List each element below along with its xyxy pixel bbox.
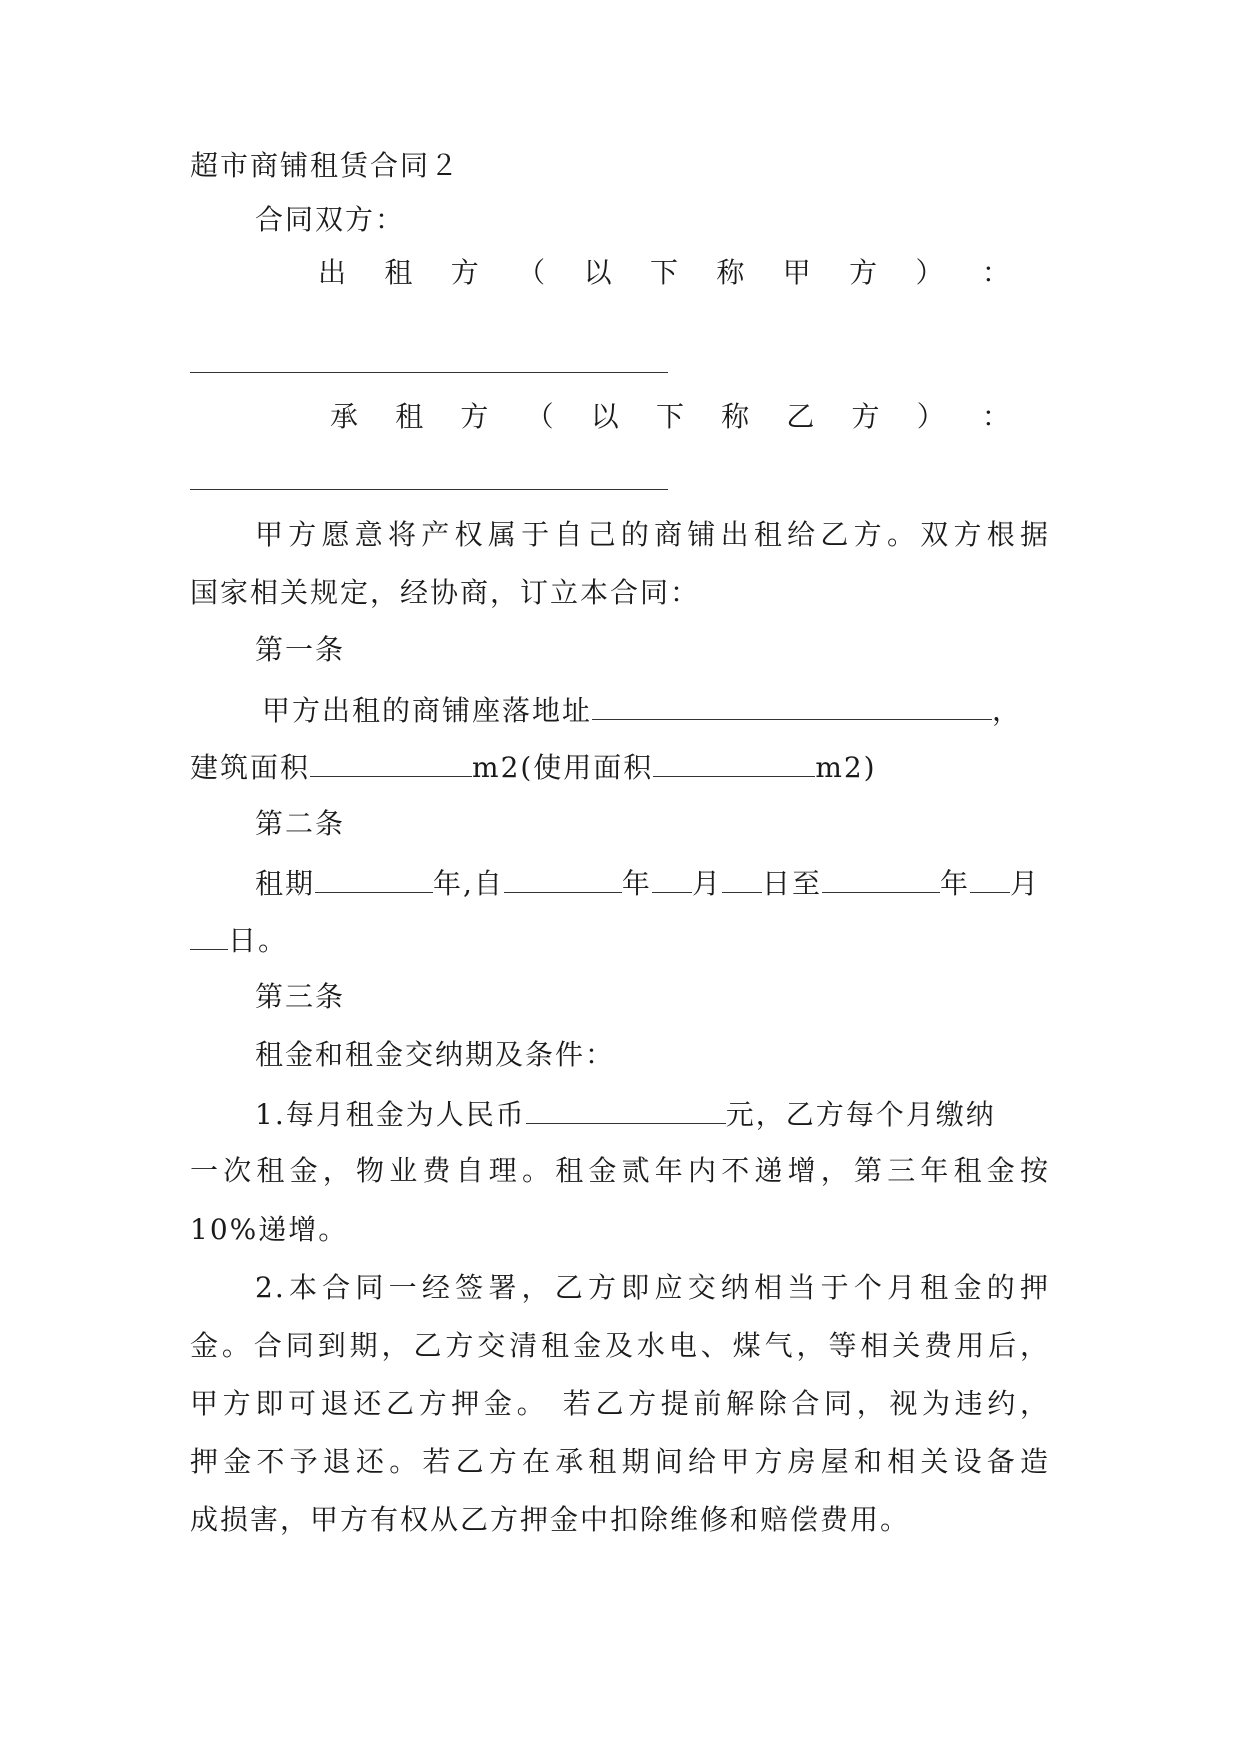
document-title: 超市商铺租赁合同２ bbox=[190, 149, 461, 182]
address-blank bbox=[592, 689, 992, 720]
item-2-line: 2.本合同一经签署，乙方即应交纳相当于个月租金的押 bbox=[255, 1271, 1050, 1304]
term-to-label: 日至 bbox=[761, 867, 822, 900]
area-unit: m2) bbox=[815, 751, 877, 784]
article-3-heading: 第三条 bbox=[255, 980, 346, 1013]
intro-line: 国家相关规定，经协商，订立本合同： bbox=[190, 576, 701, 609]
lessee-char: 以 bbox=[590, 400, 619, 433]
lessee-char: （ bbox=[525, 400, 554, 433]
lessor-char: 甲 bbox=[782, 256, 811, 289]
lessor-char: 下 bbox=[649, 256, 678, 289]
end-day-blank bbox=[190, 919, 228, 950]
lessee-char: ： bbox=[981, 400, 1010, 433]
article-1-area-line bbox=[190, 746, 1050, 788]
building-area-blank bbox=[310, 746, 472, 777]
lessor-char: 出 bbox=[318, 256, 347, 289]
address-comma: ， bbox=[992, 694, 1023, 727]
address-label: 甲方出租的商铺座落地址 bbox=[262, 694, 593, 727]
lessee-char: 下 bbox=[655, 400, 684, 433]
start-day-blank bbox=[722, 862, 762, 893]
rent-amount-blank bbox=[526, 1093, 726, 1124]
lessee-char: ） bbox=[916, 400, 945, 433]
lessee-char: 称 bbox=[721, 400, 750, 433]
lessee-char: 方 bbox=[851, 400, 880, 433]
lessor-char: （ bbox=[517, 256, 546, 289]
lessee-blank-line bbox=[190, 489, 668, 490]
lessor-char: 称 bbox=[716, 256, 745, 289]
end-month-label: 月 bbox=[1009, 867, 1040, 900]
start-year-blank bbox=[504, 862, 622, 893]
article-3-subheading: 租金和租金交纳期及条件： bbox=[255, 1038, 616, 1071]
end-year-label: 年 bbox=[939, 867, 970, 900]
end-year-blank bbox=[822, 862, 940, 893]
article-2-heading: 第二条 bbox=[255, 807, 346, 840]
usable-area-label: m2(使用面积 bbox=[472, 751, 654, 784]
lessee-char: 租 bbox=[395, 400, 424, 433]
lessor-blank-line bbox=[190, 372, 668, 373]
item-2-line: 押金不予退还。若乙方在承租期间给甲方房屋和相关设备造 bbox=[190, 1445, 1050, 1478]
lessor-char: 方 bbox=[450, 256, 479, 289]
item-1-line: 一次租金，物业费自理。租金贰年内不递增，第三年租金按 bbox=[190, 1154, 1050, 1187]
lessor-char: ： bbox=[981, 256, 1010, 289]
term-years-blank bbox=[315, 862, 433, 893]
rent-label: 1.每月租金为人民币 bbox=[255, 1098, 526, 1131]
lessee-char: 方 bbox=[460, 400, 489, 433]
start-year-label: 年 bbox=[621, 867, 652, 900]
term-from-label: 年,自 bbox=[433, 867, 504, 900]
term-label: 租期 bbox=[255, 867, 316, 900]
item-1-line bbox=[255, 1093, 1050, 1135]
area-label: 建筑面积 bbox=[190, 751, 311, 784]
lessor-char: 方 bbox=[849, 256, 878, 289]
lessee-line bbox=[330, 397, 1010, 437]
end-month-blank bbox=[970, 862, 1010, 893]
article-2-term-line-end bbox=[190, 919, 1050, 961]
article-1-heading: 第一条 bbox=[255, 633, 346, 666]
item-2-line: 金。合同到期，乙方交清租金及水电、煤气，等相关费用后， bbox=[190, 1329, 1050, 1362]
start-month-label: 月 bbox=[691, 867, 722, 900]
end-day-label: 日。 bbox=[228, 924, 289, 957]
start-month-blank bbox=[652, 862, 692, 893]
article-2-term-line bbox=[255, 862, 1050, 904]
lessor-char: 以 bbox=[583, 256, 612, 289]
item-2-line: 成损害，甲方有权从乙方押金中扣除维修和赔偿费用。 bbox=[190, 1503, 911, 1536]
item-1-line: 10%递增。 bbox=[190, 1213, 349, 1246]
item-2-line: 甲方即可退还乙方押金。 若乙方提前解除合同，视为违约， bbox=[190, 1387, 1050, 1420]
rent-label-post: 元，乙方每个月缴纳 bbox=[725, 1098, 996, 1131]
parties-heading: 合同双方： bbox=[255, 203, 406, 236]
usable-area-blank bbox=[653, 746, 815, 777]
lessor-char: ） bbox=[915, 256, 944, 289]
lessee-char: 承 bbox=[330, 400, 359, 433]
lessee-char: 乙 bbox=[786, 400, 815, 433]
intro-line: 甲方愿意将产权属于自己的商铺出租给乙方。双方根据 bbox=[255, 518, 1050, 551]
article-1-address-line bbox=[262, 689, 1052, 731]
lessor-char: 租 bbox=[384, 256, 413, 289]
lessor-line bbox=[318, 253, 1010, 293]
